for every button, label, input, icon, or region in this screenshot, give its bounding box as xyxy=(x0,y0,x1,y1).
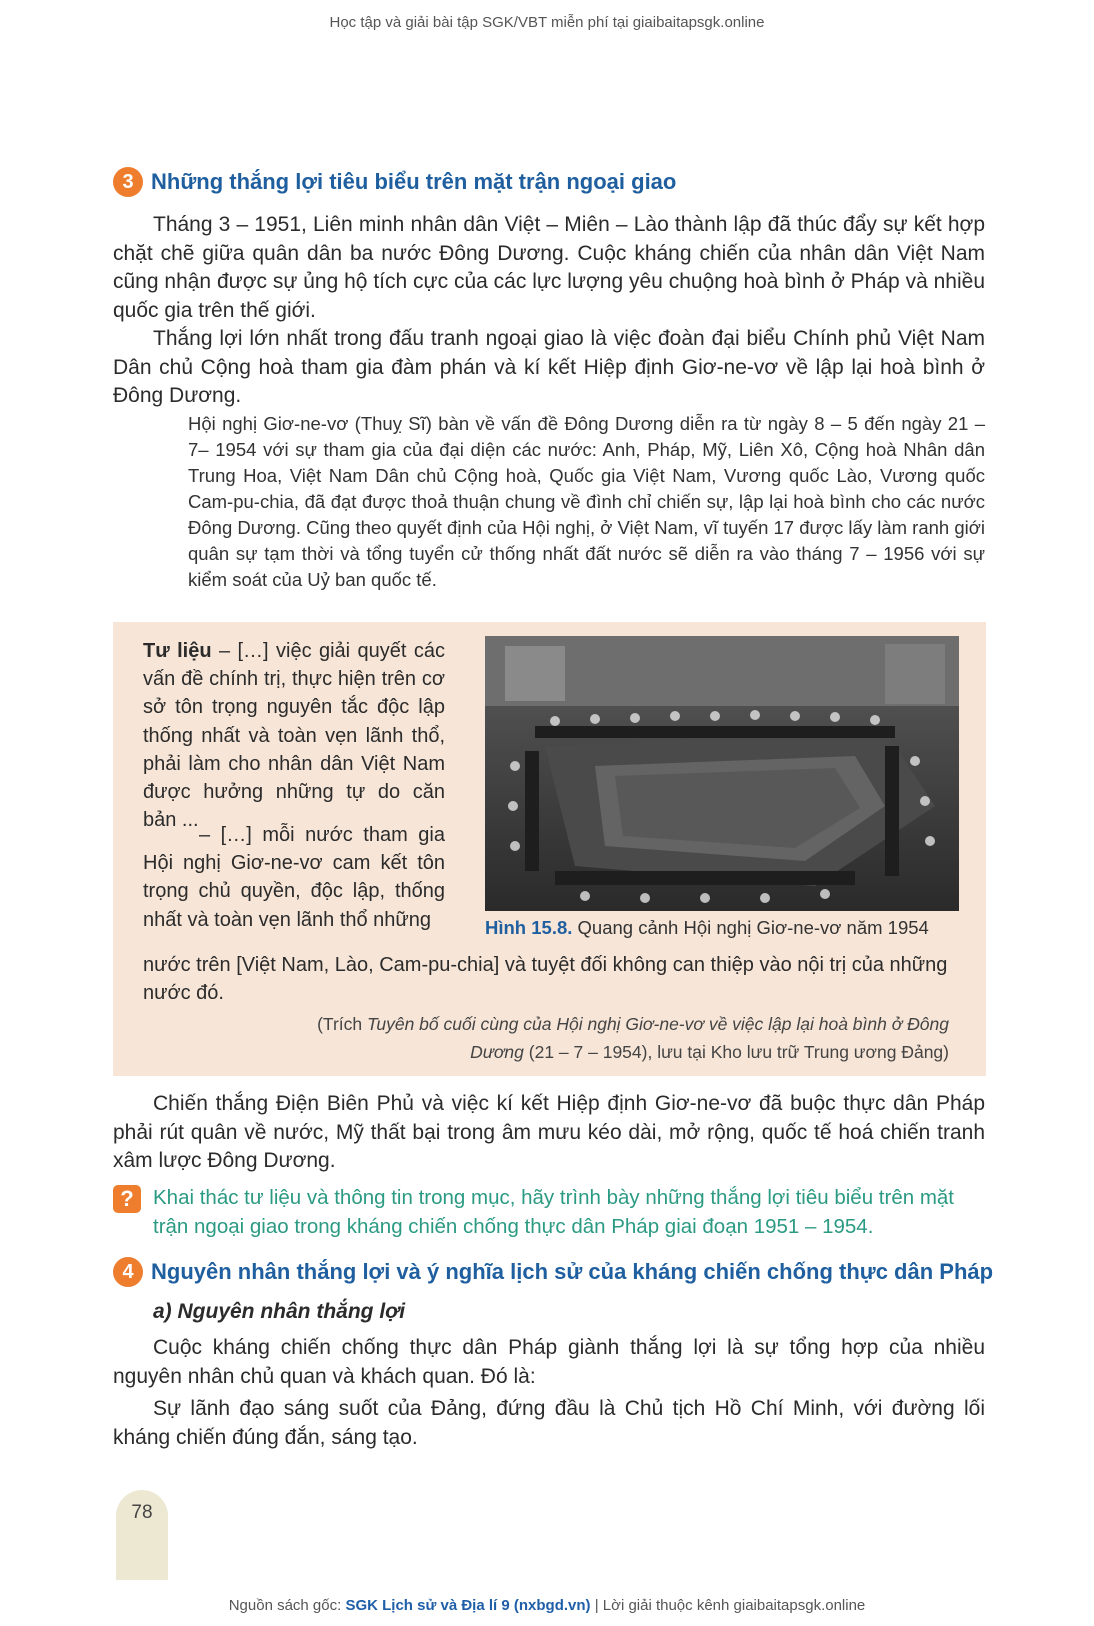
page-number-tab xyxy=(116,1490,168,1580)
figure-caption: Hình 15.8. Quang cảnh Hội nghị Giơ-ne-vơ năm 1954 xyxy=(485,917,929,938)
page-number: 78 xyxy=(131,1502,153,1523)
paragraph: Cuộc kháng chiến chống thực dân Pháp giành thắng lợi là sự tổng hợp của nhiều nguyên nhân chủ quan và khách quan. Đó là: xyxy=(113,1336,985,1388)
footer-note: Nguồn sách gốc: SGK Lịch sử và Địa lí 9 (nxbgd.vn) | Lời giải thuộc kênh giaibaitapsgk.online xyxy=(228,1597,866,1614)
section-title: Những thắng lợi tiêu biểu trên mặt trận ngoại giao xyxy=(151,169,677,194)
section-4-heading xyxy=(113,1257,993,1287)
document-quote-3: nước trên [Việt Nam, Lào, Cam-pu-chia] và tuyệt đối không can thiệp vào nội trị của những nước đó. xyxy=(143,954,948,1005)
document-source: (Trích Tuyên bố cuối cùng của Hội nghị Giơ-ne-vơ về việc lập lại hoà bình ở Đông Dương (21 – 7 – 1954), lưu tại Kho lưu trữ Trung ương Đảng) xyxy=(317,1014,949,1062)
section-number-badge: 3 xyxy=(113,167,143,197)
document-box xyxy=(113,622,986,1076)
section-number-badge: 4 xyxy=(113,1257,143,1287)
section-title: Nguyên nhân thắng lợi và ý nghĩa lịch sử của kháng chiến chống thực dân Pháp xyxy=(151,1259,994,1284)
question-icon: ? xyxy=(113,1185,141,1213)
document-label: Tư liệu xyxy=(143,640,212,662)
figure-label: Hình 15.8. xyxy=(485,917,573,938)
subheading: a) Nguyên nhân thắng lợi xyxy=(153,1300,406,1323)
paragraph: Tháng 3 – 1951, Liên minh nhân dân Việt – Miên – Lào thành lập đã thúc đẩy sự kết hợp chặt chẽ giữa quân dân ba nước Đông Dương. Cuộc kháng chiến của nhân dân Việt Nam cũng nhận được sự ủng hộ tích cực của các lực lượng yêu chuộng hoà bình ở Pháp và nhiều quốc gia trên thế giới. xyxy=(113,213,985,322)
paragraph: Chiến thắng Điện Biên Phủ và việc kí kết Hiệp định Giơ-ne-vơ đã buộc thực dân Pháp phải rút quân về nước, Mỹ thất bại trong âm mưu kéo dài, mở rộng, quốc tế hoá chiến tranh xâm lược Đông Dương. xyxy=(113,1092,985,1172)
question-text: Khai thác tư liệu và thông tin trong mục, hãy trình bày những thắng lợi tiêu biểu trên mặt trận ngoại giao trong kháng chiến chống thực dân Pháp giai đoạn 1951 – 1954. xyxy=(153,1186,954,1238)
document-quote-2: – […] mỗi nước tham gia Hội nghị Giơ-ne-vơ cam kết tôn trọng chủ quyền, độc lập, thống nhất và toàn vẹn lãnh thổ những xyxy=(143,824,445,931)
section-3-heading xyxy=(113,167,676,197)
paragraph: Sự lãnh đạo sáng suốt của Đảng, đứng đầu là Chủ tịch Hồ Chí Minh, với đường lối kháng chiến đúng đắn, sáng tạo. xyxy=(113,1397,985,1449)
info-note: Hội nghị Giơ-ne-vơ (Thuỵ Sĩ) bàn về vấn đề Đông Dương diễn ra từ ngày 8 – 5 đến ngày 21 – 7– 1954 với sự tham gia của đại diện các nước: Anh, Pháp, Mỹ, Liên Xô, Cộng hoà Nhân dân Trung Hoa, Việt Nam Dân chủ Cộng hoà, Quốc gia Việt Nam, Vương quốc Lào, Vương quốc Cam-pu-chia, đã đạt được thoả thuận chung về đình chỉ chiến sự, lập lại hoà bình cho các nước Đông Dương. Cũng theo quyết định của Hội nghị, ở Việt Nam, vĩ tuyến 17 được lấy làm ranh giới quân sự tạm thời và tổng tuyển cử thống nhất đất nước sẽ diễn ra vào tháng 7 – 1956 với sự kiểm soát của Uỷ ban quốc tế. xyxy=(188,413,985,590)
paragraph: Thắng lợi lớn nhất trong đấu tranh ngoại giao là việc đoàn đại biểu Chính phủ Việt Nam Dân chủ Cộng hoà tham gia đàm phán và kí kết Hiệp định Giơ-ne-vơ về lập lại hoà bình ở Đông Dương. xyxy=(113,327,985,407)
footer-source-link[interactable]: SGK Lịch sử và Địa lí 9 (nxbgd.vn) xyxy=(345,1597,591,1614)
document-text xyxy=(143,637,445,834)
conference-photo-image xyxy=(485,636,959,911)
document-quote-1: – […] việc giải quyết các vấn đề chính trị, thực hiện trên cơ sở tôn trọng nguyên tắc độc lập thống nhất và toàn vẹn lãnh thổ, phải làm cho nhân dân Việt Nam được hưởng những tự do căn bản ... xyxy=(143,640,445,832)
document-source-title: Tuyên bố cuối cùng của Hội nghị Giơ-ne-vơ về việc lập lại hoà bình ở Đông Dương xyxy=(366,1014,949,1062)
conference-photo xyxy=(485,636,959,911)
header-note: Học tập và giải bài tập SGK/VBT miễn phí tại giaibaitapsgk.online xyxy=(329,14,765,31)
question-block xyxy=(113,1183,985,1241)
